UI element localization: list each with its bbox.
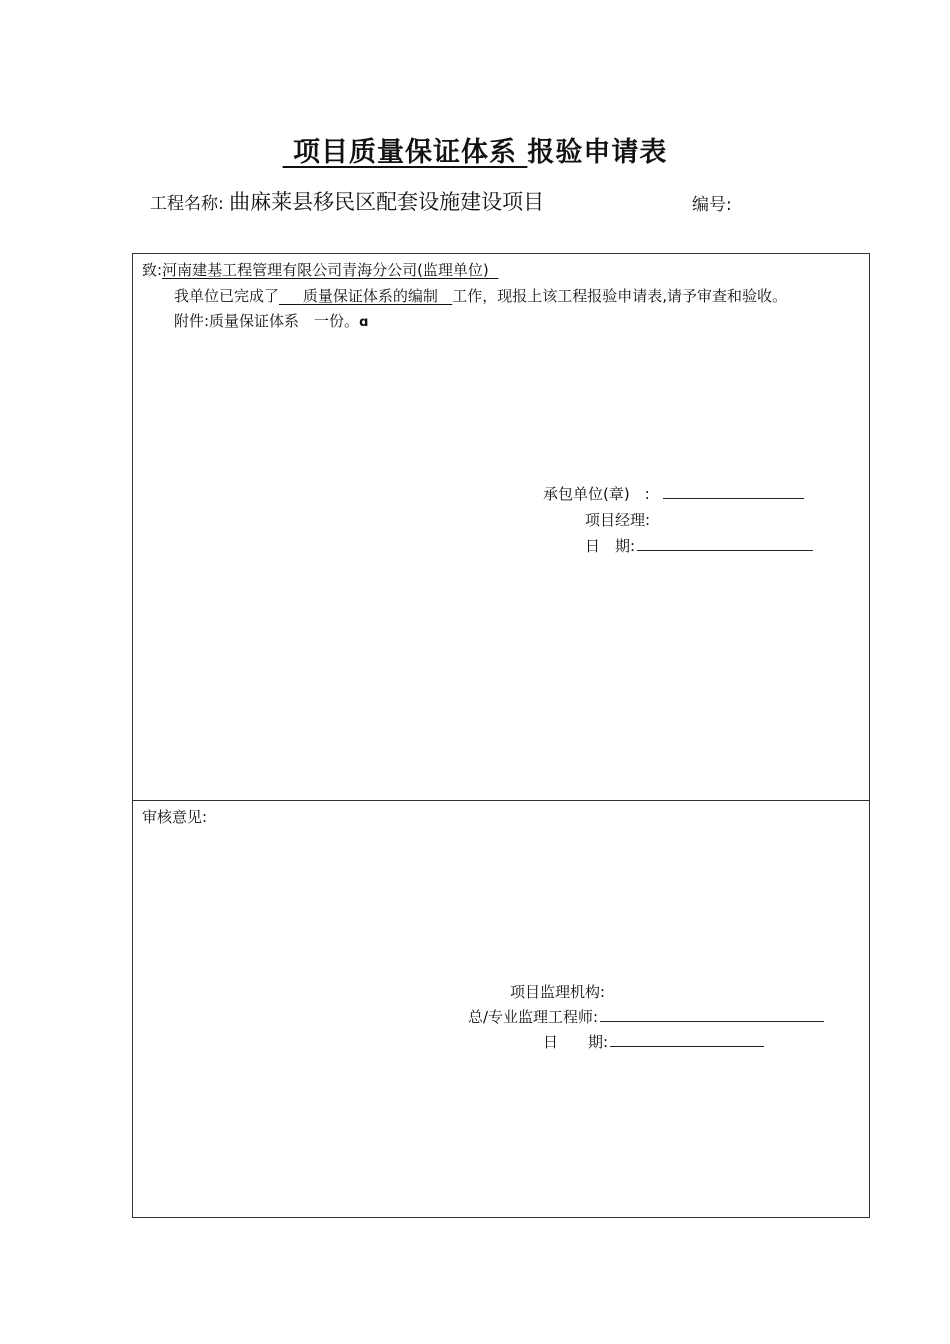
contractor-label: 承包单位(章) :	[543, 485, 650, 503]
engineer-label: 总/专业监理工程师:	[468, 1008, 599, 1026]
title-subject: 项目质量保证体系	[293, 137, 517, 168]
document-title	[0, 130, 950, 169]
project-name-value: 曲麻莱县移民区配套设施建设项目	[229, 190, 545, 214]
contractor-signature-line	[663, 497, 804, 499]
application-section	[132, 253, 870, 801]
body-suffix: 工作，现报上该工程报验申请表,请予审查和验收。	[452, 287, 787, 305]
recipient-value: 河南建基工程管理有限公司青海分公司(监理单位)	[162, 261, 489, 279]
attachment-mark: ɑ	[359, 315, 369, 330]
project-name-row	[150, 186, 544, 216]
review-date-line	[610, 1045, 764, 1047]
engineer-signature-row	[468, 1006, 824, 1027]
project-name-label: 工程名称:	[150, 194, 224, 214]
contractor-signature-row	[543, 483, 804, 504]
attachment-text: 附件:质量保证体系 一份。	[174, 312, 360, 330]
title-underlined-part	[283, 137, 528, 168]
application-date-row	[585, 535, 813, 556]
number-label: 编号:	[692, 195, 732, 215]
application-date-label: 日 期:	[585, 537, 636, 555]
recipient-line	[142, 259, 498, 280]
body-prefix: 我单位已完成了	[174, 287, 280, 305]
manager-label: 项目经理:	[585, 511, 651, 529]
recipient-underline-pad	[489, 261, 499, 279]
supervision-org-label: 项目监理机构:	[510, 983, 606, 1001]
engineer-signature-line	[600, 1020, 824, 1022]
review-opinion-label: 审核意见:	[142, 808, 208, 826]
recipient-label: 致:	[142, 261, 163, 279]
review-date-label: 日 期:	[543, 1033, 609, 1051]
application-date-line	[637, 549, 813, 551]
completed-work-value: 质量保证体系的编制	[302, 287, 438, 305]
title-form-name: 报验申请表	[527, 137, 668, 168]
application-body	[174, 285, 787, 306]
review-date-row	[543, 1031, 764, 1052]
completed-work-field	[279, 287, 452, 305]
attachment-line	[174, 310, 368, 331]
